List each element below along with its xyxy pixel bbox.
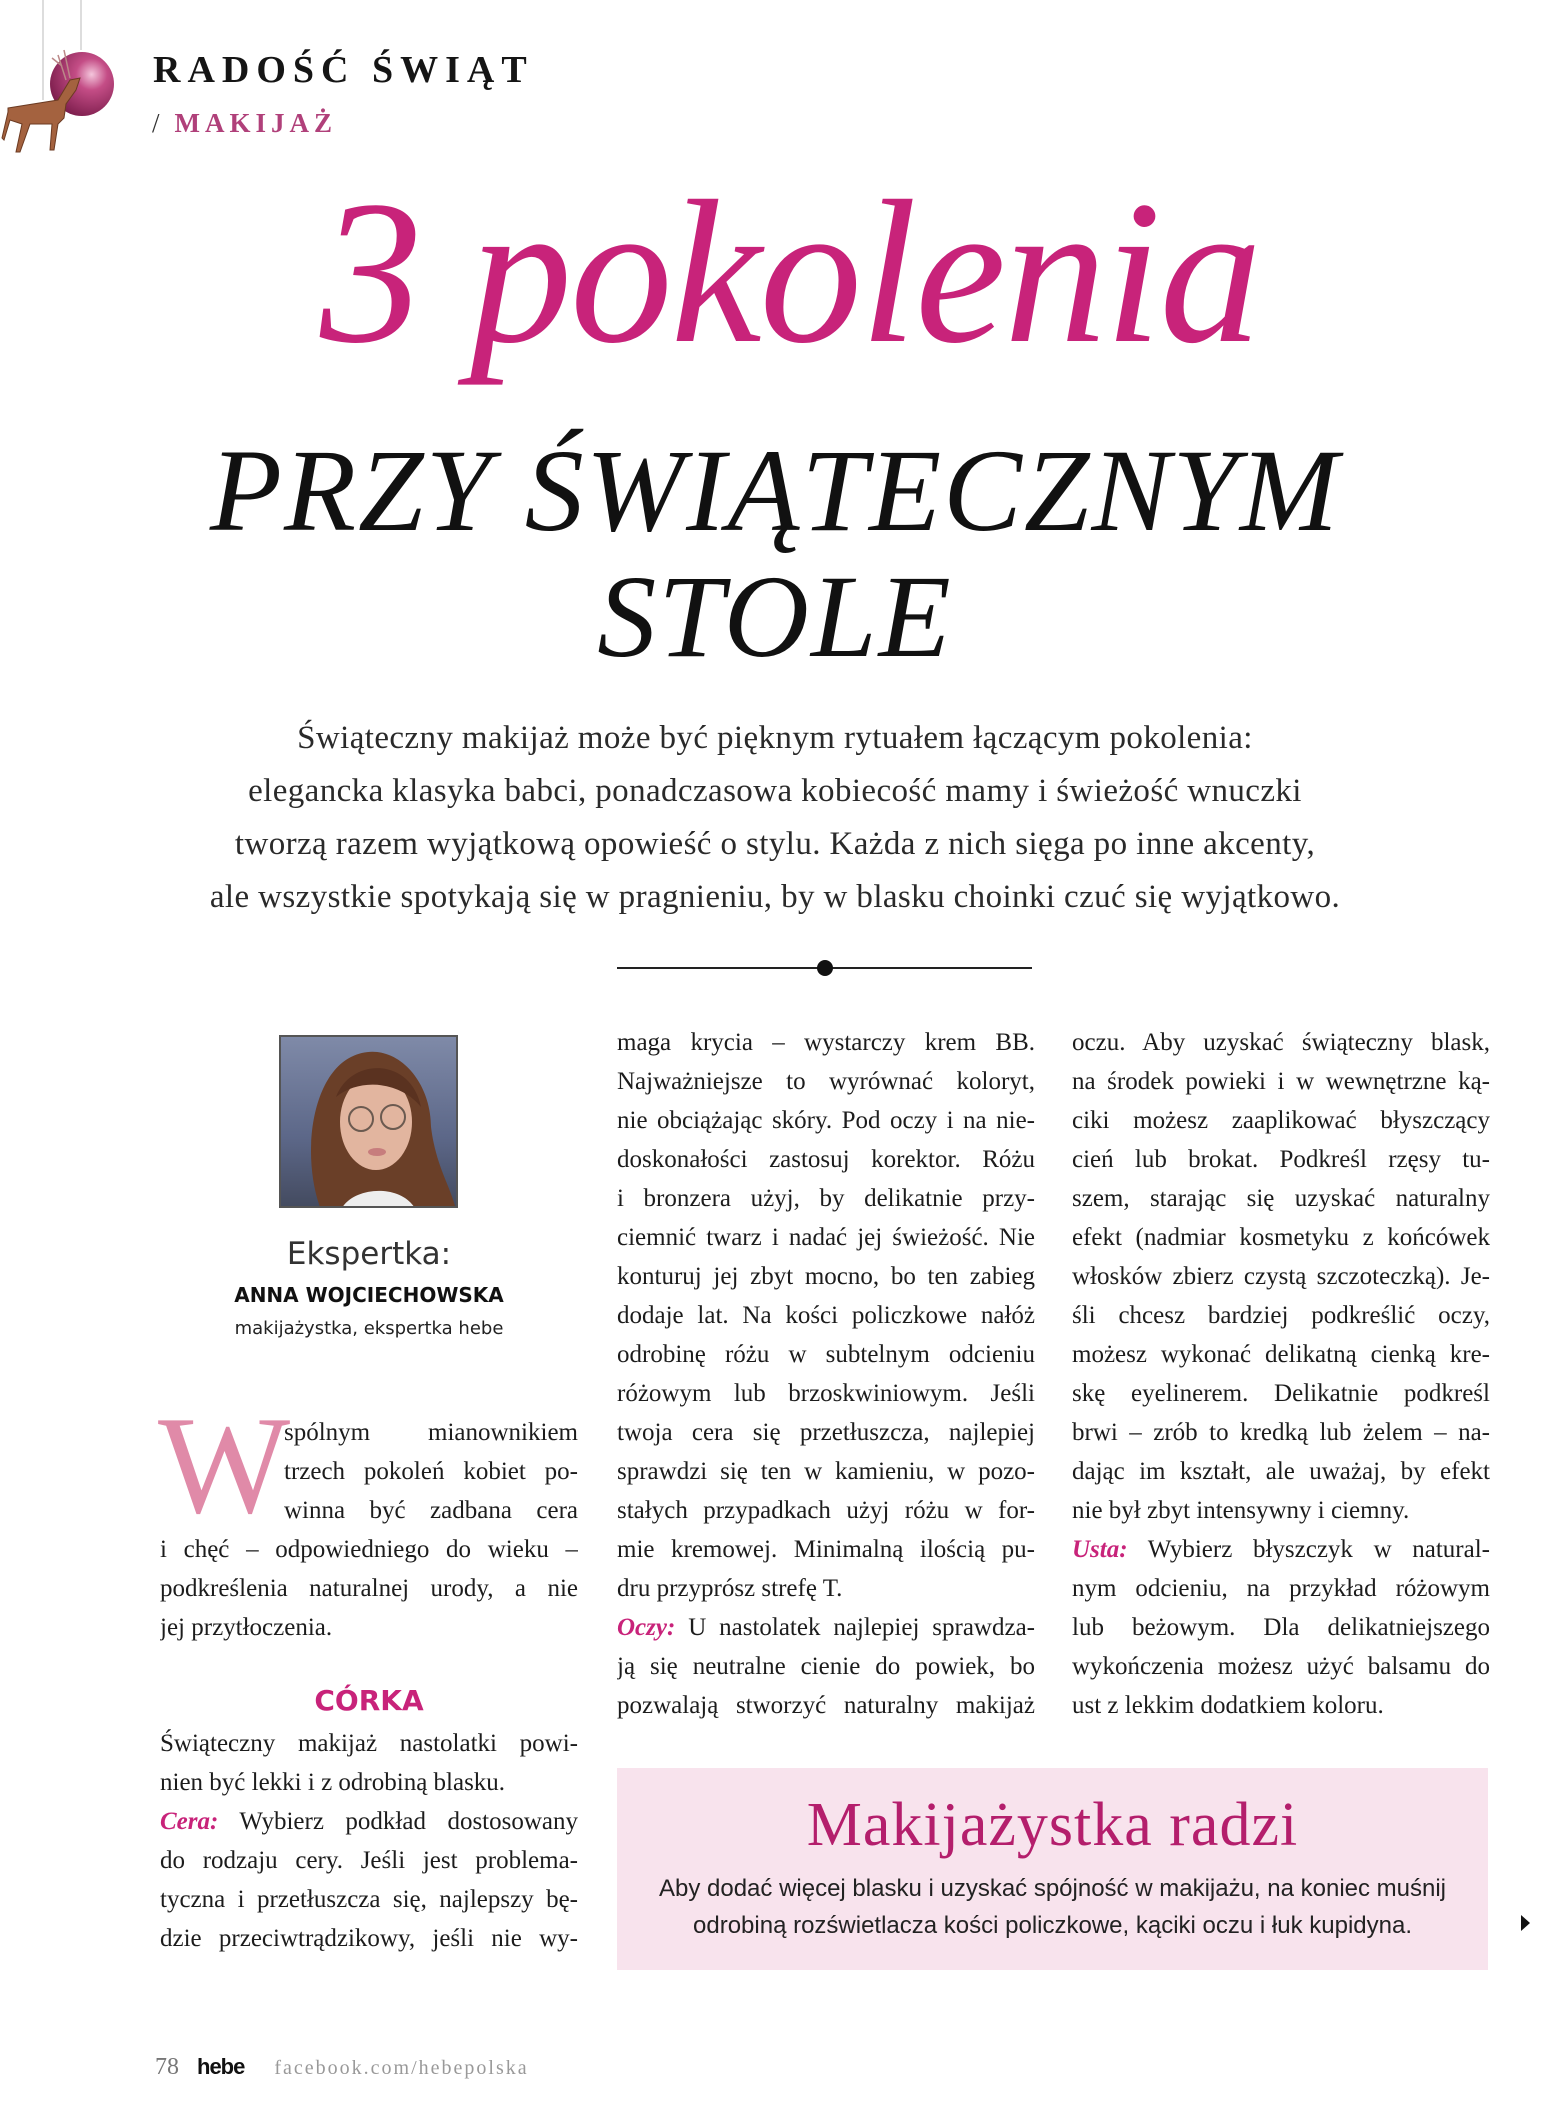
text-line (617, 1374, 1035, 1413)
text-line (1072, 1647, 1490, 1686)
lead-paragraph (140, 712, 1410, 924)
text-line-content: możesz wykonać delikatną cienką kre- (1072, 1341, 1490, 1368)
text-line-content: konturuj jej zbyt mocno, bo ten zabieg (617, 1263, 1035, 1290)
text-line (617, 1530, 1035, 1569)
expert-name: ANNA WOJCIECHOWSKA (234, 1283, 504, 1307)
text-line-content: na środek powieki i w wewnętrzne ką- (1072, 1068, 1490, 1095)
text-line (1072, 1608, 1490, 1647)
text-line (1072, 1140, 1490, 1179)
text-line-content: Najważniejsze to wyrównać koloryt, (617, 1068, 1035, 1095)
text-line (1072, 1062, 1490, 1101)
subsection-text: MAKIJAŻ (174, 108, 338, 138)
headline-line-1: 3 pokolenia (319, 159, 1261, 386)
text-line-content: twoja cera się przetłuszcza, najlepiej (617, 1419, 1035, 1446)
brand-logo: hebe (197, 2054, 245, 2079)
text-line-content: dzie przeciwtrądzikowy, jeśli nie wy- (160, 1925, 578, 1952)
text-line (1072, 1179, 1490, 1218)
text-line-content: podkreślenia naturalnej urody, a nie (160, 1575, 578, 1602)
text-line (284, 1452, 578, 1491)
lead-in-label: Usta: (1072, 1536, 1128, 1563)
text-line (1072, 1218, 1490, 1257)
text-line-content: Świąteczny makijaż nastolatki powi- (160, 1730, 578, 1757)
text-line (617, 1608, 1035, 1647)
text-line-content: efekt (nadmiar kosmetyku z końcówek (1072, 1224, 1490, 1251)
text-line (1072, 1257, 1490, 1296)
text-line (617, 1179, 1035, 1218)
subsection-label (152, 108, 337, 139)
text-line-content: winna być zadbana cera (284, 1497, 578, 1524)
text-line (617, 1452, 1035, 1491)
text-line-content: ją się neutralne cienie do powiek, bo (617, 1653, 1035, 1680)
section-heading-corka: CÓRKA (314, 1684, 424, 1717)
text-line (617, 1257, 1035, 1296)
text-line (160, 1608, 578, 1647)
text-line-content: dodaje lat. Na kości policzkowe nałóż (617, 1302, 1035, 1329)
text-line-content: i bronzera użyj, by delikatnie przy- (617, 1185, 1035, 1212)
text-line (284, 1491, 578, 1530)
text-line-content: dru przyprósz strefę T. (617, 1575, 843, 1602)
divider-dot (817, 960, 833, 976)
section-label: RADOŚĆ ŚWIĄT (153, 49, 534, 91)
text-line (617, 1491, 1035, 1530)
text-line (1072, 1569, 1490, 1608)
slash: / (152, 108, 165, 138)
text-line (160, 1802, 578, 1841)
text-line-content: śli chcesz bardziej podkreślić oczy, (1072, 1302, 1490, 1329)
facebook-link[interactable]: facebook.com/hebepolska (274, 2057, 529, 2079)
text-line-content: Wybierz błyszczyk w natural- (1147, 1536, 1490, 1563)
text-line-content: oczu. Aby uzyskać świąteczny blask, (1072, 1029, 1490, 1056)
expert-role: makijażystka, ekspertka hebe (234, 1318, 504, 1339)
text-line-content: Wybierz podkład dostosowany (239, 1808, 578, 1835)
text-line-content: tyczna i przetłuszcza się, najlepszy bę- (160, 1886, 578, 1913)
text-line (617, 1686, 1035, 1725)
text-line (1072, 1101, 1490, 1140)
text-line-content: różowym lub brzoskwiniowym. Jeśli (617, 1380, 1035, 1407)
tip-text (617, 1870, 1488, 1944)
tip-line: Aby dodać więcej blasku i uzyskać spójność w makijażu, na koniec muśnij (658, 1875, 1447, 1902)
text-line (160, 1569, 578, 1608)
text-line (160, 1763, 578, 1802)
christmas-ornament-deer-icon (0, 0, 140, 170)
text-line (1072, 1413, 1490, 1452)
text-line-content: ust z lekkim dodatkiem koloru. (1072, 1692, 1384, 1719)
headline-line-3: STOLE (597, 551, 953, 682)
text-line-content: trzech pokoleń kobiet po- (284, 1458, 578, 1485)
text-line-content: nie był zbyt intensywny i ciemny. (1072, 1497, 1410, 1524)
text-line (617, 1413, 1035, 1452)
text-line (160, 1530, 578, 1569)
text-line (160, 1841, 578, 1880)
text-line (1072, 1374, 1490, 1413)
text-line (160, 1724, 578, 1763)
text-line (617, 1023, 1035, 1062)
text-line-content: lub beżowym. Dla delikatniejszego (1072, 1614, 1490, 1641)
text-line-content: do rodzaju cery. Jeśli jest problema- (160, 1847, 578, 1874)
text-line-content: szem, starając się uzyskać naturalny (1072, 1185, 1490, 1212)
text-line-content: dając im kształt, ale uważaj, by efekt (1072, 1458, 1490, 1485)
text-line-content: maga krycia – wystarczy krem BB. (617, 1029, 1035, 1056)
text-line-content: i chęć – odpowiedniego do wieku – (160, 1536, 578, 1563)
text-line-content: nie obciążając skóry. Pod oczy i na nie- (617, 1107, 1035, 1134)
text-line (284, 1413, 578, 1452)
text-line-content: wykończenia możesz użyć balsamu do (1072, 1653, 1490, 1680)
text-line (160, 1880, 578, 1919)
text-line-content: mie kremowej. Minimalną ilością pu- (617, 1536, 1035, 1563)
page-footer (155, 2054, 529, 2081)
text-line-content: nien być lekki i z odrobiną blasku. (160, 1769, 506, 1796)
text-line (1072, 1335, 1490, 1374)
text-line (617, 1569, 1035, 1608)
text-line (1072, 1296, 1490, 1335)
drop-cap: W (158, 1388, 291, 1543)
text-line-content: brwi – zrób to kredką lub żelem – na- (1072, 1419, 1490, 1446)
text-line (617, 1062, 1035, 1101)
text-line-content: skę eyelinerem. Delikatnie podkreśl (1072, 1380, 1490, 1407)
text-line (617, 1296, 1035, 1335)
lead-line: tworzą razem wyjątkową opowieść o stylu. Każda z nich sięga po inne akcenty, (234, 826, 1316, 862)
text-line-content: nym odcieniu, na przykład różowym (1072, 1575, 1490, 1602)
text-line (617, 1101, 1035, 1140)
text-line (617, 1647, 1035, 1686)
text-line-content: pozwalają stworzyć naturalny makijaż (617, 1692, 1035, 1719)
text-line-content: stałych przypadkach użyj różu w for- (617, 1497, 1035, 1524)
tip-title: Makijażystka radzi (806, 1791, 1299, 1859)
text-line (617, 1140, 1035, 1179)
text-line (1072, 1452, 1490, 1491)
text-line-content: sprawdzi się ten w kamieniu, w pozo- (617, 1458, 1035, 1485)
text-line (1072, 1023, 1490, 1062)
text-line (1072, 1530, 1490, 1569)
lead-in-label: Oczy: (617, 1614, 676, 1641)
text-line-content: ciemnić twarz i nadać jej świeżość. Nie (617, 1224, 1035, 1251)
text-line-content: jej przytłoczenia. (160, 1614, 333, 1641)
next-page-arrow-icon[interactable] (1521, 1915, 1530, 1931)
lead-in-label: Cera: (160, 1808, 219, 1835)
text-line (617, 1335, 1035, 1374)
text-line-content: odrobinę różu w subtelnym odcieniu (617, 1341, 1035, 1368)
text-line (1072, 1491, 1490, 1530)
expert-label: Ekspertka: (286, 1236, 452, 1272)
tip-line: odrobiną rozświetlacza kości policzkowe, kąciki oczu i łuk kupidyna. (693, 1912, 1412, 1939)
text-line-content: cień lub brokat. Podkreśl rzęsy tu- (1072, 1146, 1490, 1173)
expert-photo (279, 1035, 458, 1208)
lead-line: elegancka klasyka babci, ponadczasowa kobiecość mamy i świeżość wnuczki (248, 773, 1302, 809)
text-line-content: spólnym mianownikiem (284, 1419, 578, 1446)
lead-line: Świąteczny makijaż może być pięknym rytuałem łączącym pokolenia: (297, 720, 1253, 756)
text-line-content: doskonałości zastosuj korektor. Różu (617, 1146, 1035, 1173)
lead-line: ale wszystkie spotykają się w pragnieniu, by w blasku choinki czuć się wyjątkowo. (209, 879, 1341, 915)
text-line-content: ciki możesz zaaplikować błyszczący (1072, 1107, 1490, 1134)
page-number: 78 (155, 2054, 179, 2080)
text-line-content: włosków zbierz czystą szczoteczką). Je- (1072, 1263, 1490, 1290)
text-line (617, 1218, 1035, 1257)
text-line (160, 1919, 578, 1958)
portrait-image (281, 1037, 458, 1208)
headline-line-2: PRZY ŚWIĄTECZNYM (209, 425, 1341, 556)
text-line-content: U nastolatek najlepiej sprawdza- (688, 1614, 1035, 1641)
text-line (1072, 1686, 1490, 1725)
